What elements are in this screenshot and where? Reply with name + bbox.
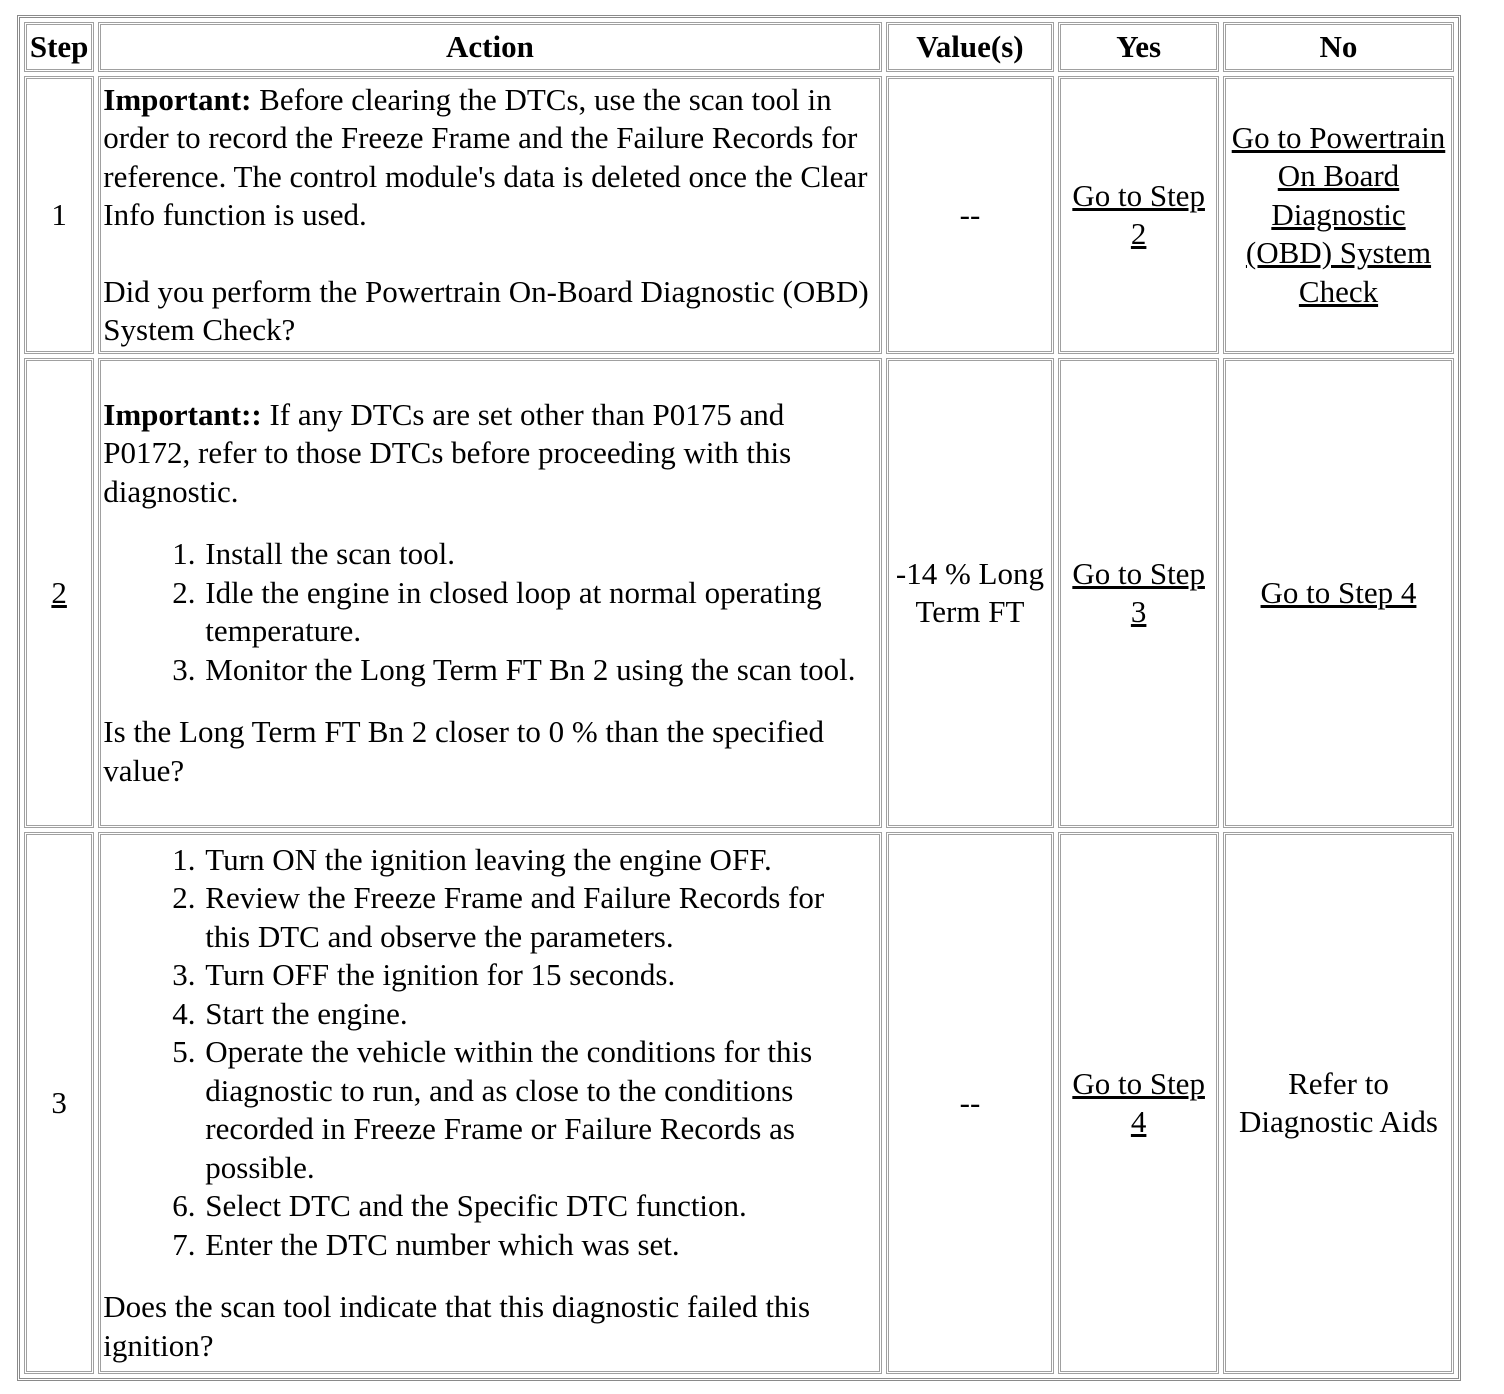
go-to-step-4-link[interactable]: Go to Step 4 xyxy=(1072,1065,1205,1139)
list-item: 3. Turn OFF the ignition for 15 seconds. xyxy=(203,956,876,995)
important-text: If any DTCs are set other than P0175 and P0172, refer to those DTCs before proceeding with this diagnostic. xyxy=(103,396,792,509)
action-cell xyxy=(98,76,881,354)
table-row xyxy=(24,832,1454,1374)
yes-cell xyxy=(1058,358,1219,828)
action-cell xyxy=(98,832,881,1374)
list-item: 3. Monitor the Long Term FT Bn 2 using the scan tool. xyxy=(203,651,876,690)
important-label: Important: xyxy=(103,81,252,117)
important-note xyxy=(103,396,876,512)
list-item: 7. Enter the DTC number which was set. xyxy=(203,1226,876,1265)
diagnostic-table xyxy=(17,15,1461,1381)
go-to-step-3-link[interactable]: Go to Step 3 xyxy=(1072,555,1205,629)
procedure-list xyxy=(103,535,876,689)
yes-cell xyxy=(1058,76,1219,354)
step-2-link[interactable]: 2 xyxy=(51,574,67,610)
header-no: No xyxy=(1223,22,1454,72)
value-cell: -- xyxy=(886,832,1055,1374)
list-item: 2. Review the Freeze Frame and Failure Records for this DTC and observe the parameters. xyxy=(203,879,876,956)
list-item: 6. Select DTC and the Specific DTC function. xyxy=(203,1187,876,1226)
action-cell xyxy=(98,358,881,828)
important-label: Important:: xyxy=(103,396,262,432)
yes-cell xyxy=(1058,832,1219,1374)
table-row xyxy=(24,76,1454,354)
header-yes: Yes xyxy=(1058,22,1219,72)
list-item: 1. Turn ON the ignition leaving the engine OFF. xyxy=(203,841,876,880)
step-number-cell xyxy=(24,358,94,828)
value-cell: -- xyxy=(886,76,1055,354)
list-item: 1. Install the scan tool. xyxy=(203,535,876,574)
table-row xyxy=(24,358,1454,828)
header-values: Value(s) xyxy=(886,22,1055,72)
step-number: 1 xyxy=(24,76,94,354)
important-text: Before clearing the DTCs, use the scan tool in order to record the Freeze Frame and the Failure Records for reference. The control module's data is deleted once the Clear Info function is used. xyxy=(103,81,868,232)
procedure-list xyxy=(103,841,876,1265)
list-item: 2. Idle the engine in closed loop at normal operating temperature. xyxy=(203,574,876,651)
question-text: Did you perform the Powertrain On-Board Diagnostic (OBD) System Check? xyxy=(103,273,869,347)
question-text: Does the scan tool indicate that this diagnostic failed this ignition? xyxy=(103,1289,811,1363)
question-text: Is the Long Term FT Bn 2 closer to 0 % than the specified value? xyxy=(103,714,825,788)
header-action: Action xyxy=(98,22,881,72)
go-to-step-4-link[interactable]: Go to Step 4 xyxy=(1260,574,1417,610)
obd-system-check-link[interactable]: Go to Powertrain On Board Diagnostic (OBD) System Check xyxy=(1231,119,1446,309)
no-cell xyxy=(1223,358,1454,828)
no-cell: Refer to Diagnostic Aids xyxy=(1223,832,1454,1374)
value-cell: -14 % Long Term FT xyxy=(886,358,1055,828)
go-to-step-2-link[interactable]: Go to Step 2 xyxy=(1072,177,1205,251)
header-step: Step xyxy=(24,22,94,72)
no-cell xyxy=(1223,76,1454,354)
step-number: 3 xyxy=(24,832,94,1374)
important-note xyxy=(103,81,876,235)
header-row xyxy=(24,22,1454,72)
list-item: 5. Operate the vehicle within the conditions for this diagnostic to run, and as close to the conditions recorded in Freeze Frame or Failure Records as possible. xyxy=(203,1033,876,1187)
list-item: 4. Start the engine. xyxy=(203,995,876,1034)
